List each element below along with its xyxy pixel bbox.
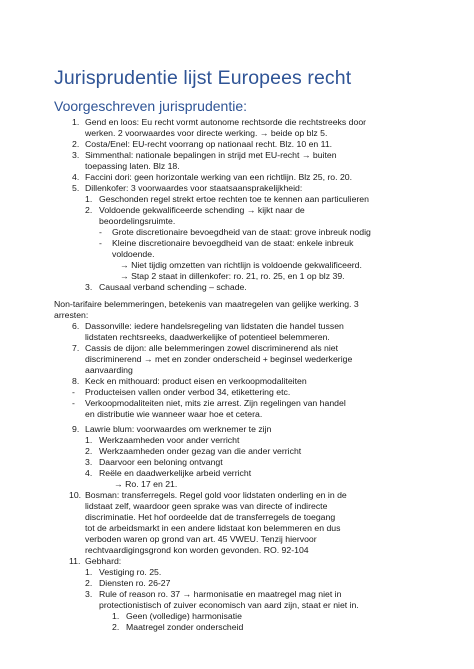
list-marker: 1. xyxy=(85,194,93,204)
text-line: Dillenkofer: 3 voorwaardes voor staatsaansprakelijkheid: xyxy=(85,183,303,193)
text-line: Lawrie blum: voorwaardes om werknemer te zijn xyxy=(85,424,272,434)
document-title: Jurisprudentie lijst Europees recht xyxy=(54,67,352,89)
list-marker: - xyxy=(99,227,102,237)
text-line: discriminerend → met en zonder onderscheid + beginsel wederkerige xyxy=(85,354,353,364)
text-line: protectionistisch of zuiver economisch van aard zijn, staat er niet in. xyxy=(99,600,359,610)
text-line: Costa/Enel: EU-recht voorrang op nationaal recht. Blz. 10 en 11. xyxy=(85,139,333,149)
list-marker: 1. xyxy=(85,567,93,577)
text-line: Vestiging ro. 25. xyxy=(99,567,162,577)
text-line: Producteisen vallen onder verbod 34, etikettering etc. xyxy=(85,387,291,397)
list-marker: 1. xyxy=(112,611,120,621)
list-marker: 3. xyxy=(85,457,93,467)
text-line: Grote discretionaire bevoegdheid van de staat: grove inbreuk nodig xyxy=(112,227,371,237)
list-marker: 1. xyxy=(72,117,80,127)
text-line: Non-tarifaire belemmeringen, betekenis van maatregelen van gelijke werking. 3 xyxy=(54,299,359,309)
text-line: beoordelingsruimte. xyxy=(99,216,176,226)
text-line: → Stap 2 staat in dillenkofer: ro. 21, ro. 25, en 1 op blz 39. xyxy=(120,271,345,281)
text-line: toepassing laten. Blz 18. xyxy=(85,161,180,171)
text-line: werken. 2 voorwaardes voor directe werking. → beide op blz 5. xyxy=(85,128,328,138)
list-marker: 8. xyxy=(72,376,80,386)
text-line: aanvaarding xyxy=(85,365,133,375)
text-line: → Ro. 17 en 21. xyxy=(114,479,178,489)
text-line: Rule of reason ro. 37 → harmonisatie en maatregel mag niet in xyxy=(99,589,342,599)
text-line: rechtvaardigingsgrond kon worden gevonden. RO. 92-104 xyxy=(85,545,309,555)
list-marker: 4. xyxy=(85,468,93,478)
text-line: Werkzaamheden voor ander verricht xyxy=(99,435,240,445)
text-line: verboden waren op grond van art. 45 VWEU. Tenzij hiervoor xyxy=(85,534,317,544)
text-line: voldoende. xyxy=(112,249,155,259)
list-marker: 3. xyxy=(85,589,93,599)
list-marker: - xyxy=(72,398,75,408)
list-marker: 2. xyxy=(85,446,93,456)
text-line: Causaal verband schending – schade. xyxy=(99,282,247,292)
section-heading: Voorgeschreven jurisprudentie: xyxy=(54,98,248,114)
text-line: Gend en loos: Eu recht vormt autonome rechtsorde die rechtstreeks door xyxy=(85,117,367,127)
list-marker: 6. xyxy=(72,321,80,331)
list-marker: 10. xyxy=(69,490,82,500)
text-line: Reële en daadwerkelijke arbeid verricht xyxy=(99,468,252,478)
text-line: Cassis de dijon: alle belemmeringen zowel discriminerend als niet xyxy=(85,343,339,353)
text-line: lidstaat zelf, waardoor geen sprake was van directe of indirecte xyxy=(85,501,328,511)
text-line: Simmenthal: nationale bepalingen in strijd met EU-recht → buiten xyxy=(85,150,337,160)
text-line: tot de arbeidsmarkt in een andere lidstaat kon belemmeren en dus xyxy=(85,523,341,533)
text-line: Bosman: transferregels. Regel gold voor lidstaten onderling en in de xyxy=(85,490,347,500)
text-line: Keck en mithouard: product eisen en verkoopmodaliteiten xyxy=(85,376,307,386)
text-line: discriminatie. Het hof oordeelde dat de transferregels de toegang xyxy=(85,512,336,522)
list-marker: 11. xyxy=(69,556,81,566)
text-line: Daarvoor een beloning ontvangt xyxy=(99,457,223,467)
list-marker: 2. xyxy=(85,578,93,588)
text-line: en distributie wie wanneer waar hoe et cetera. xyxy=(85,409,263,419)
text-line: arresten: xyxy=(54,310,89,320)
list-marker: 1. xyxy=(85,435,93,445)
text-line: Gebhard: xyxy=(85,556,122,566)
list-marker: 2. xyxy=(72,139,80,149)
text-line: Geen (volledige) harmonisatie xyxy=(126,611,242,621)
list-marker: 3. xyxy=(85,282,93,292)
list-marker: 5. xyxy=(72,183,80,193)
text-line: Dassonville: iedere handelsregeling van lidstaten die handel tussen xyxy=(85,321,344,331)
list-marker: 3. xyxy=(72,150,80,160)
text-line: → Niet tijdig omzetten van richtlijn is voldoende gekwalificeerd. xyxy=(120,260,362,270)
list-marker: 2. xyxy=(112,622,120,632)
list-marker: 4. xyxy=(72,172,80,182)
text-line: Werkzaamheden onder gezag van die ander verricht xyxy=(99,446,302,456)
text-line: Diensten ro. 26-27 xyxy=(99,578,171,588)
text-line: Voldoende gekwalificeerde schending → kijkt naar de xyxy=(99,205,305,215)
text-line: Verkoopmodaliteiten niet, mits zie arrest. Zijn regelingen van handel xyxy=(85,398,346,408)
text-line: Geschonden regel strekt ertoe rechten toe te kennen aan particulieren xyxy=(99,194,369,204)
list-marker: - xyxy=(72,387,75,397)
text-line: Maatregel zonder onderscheid xyxy=(126,622,244,632)
list-marker: 9. xyxy=(72,424,80,434)
text-line: lidstaten rechtsreeks, daadwerkelijke of potentieel belemmeren. xyxy=(85,332,330,342)
text-line: Faccini dori: geen horizontale werking van een richtlijn. Blz 25, ro. 20. xyxy=(85,172,353,182)
list-marker: - xyxy=(99,238,102,248)
list-marker: 2. xyxy=(85,205,93,215)
list-marker: 7. xyxy=(72,343,80,353)
text-line: Kleine discretionaire bevoegdheid van de staat: enkele inbreuk xyxy=(112,238,354,248)
